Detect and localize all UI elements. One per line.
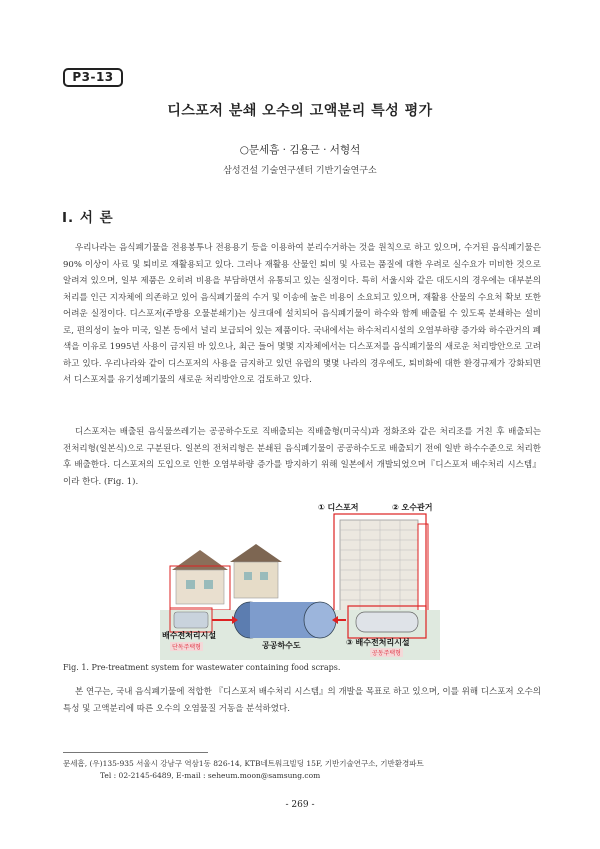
body-paragraph: 디스포저는 배출된 음식물쓰레기는 공공하수도로 직배출되는 직배출형(미국식)과 정화조와 같은 처리조를 거친 후 배출되는 전처리형(일본식)으로 구분된다. 일본의 전처리형은 분쇄된 음식폐기물이 공공하수도로 배출되기 전에 일반 하수수준으로 처리한 후 배출한다. 디스포저의 도입으로 인한 오염부하량 증가를 방지하기 위해 일본에서 개발되었으며『디스포저 배수처리 시스템』이라 한다. (Fig. 1). <box>63 427 541 487</box>
right-treatment-tank <box>356 612 418 632</box>
author-list: ○문세흠 · 김용근 · 서형석 <box>239 144 361 156</box>
label-facility-detached-type: 단독주택형 <box>172 644 201 651</box>
footnote-contact: Tel : 02-2145-6489, E-mail : seheum.moon@samsung.com <box>100 771 321 780</box>
left-treatment-tank <box>174 612 208 628</box>
footnote-address: 문세흠, (우)135-935 서울시 강남구 역삼1동 826-14, KTB네트워크빌딩 15F, 기반기술연구소, 기반환경파트 <box>63 759 424 768</box>
paper-title: 디스포저 분쇄 오수의 고액분리 특성 평가 <box>167 103 433 119</box>
body-paragraph: 우리나라는 음식폐기물을 전용봉투나 전용용기 등을 이용하여 분리수거하는 것을 원칙으로 하고 있으며, 수거된 음식폐기물은 90% 이상이 사료 및 퇴비로 재활용되고 있다. 그러나 재활용 산물인 퇴비 및 사료는 품질에 대한 우려로 실수요가 미비한 것으로 알려져 있으며, 일부 제품은 오히려 비용을 부담하면서 유통되고 있는 실정이다. 특히 서울시와 같은 대도시의 경우에는 대부분의 처리를 인근 지자체에 의존하고 있어 음식폐기물의 수거 및 이송에 높은 비용이 소요되고 있으며, 재활용 산물의 수요처 확보 또한 어려운 실정이다. 디스포저(주방용 오물분쇄기)는 싱크대에 설치되어 음식폐기물이 하수와 함께 배출될 수 있도록 분쇄하는 설비로, 편의성이 높아 미국, 일본 등에서 널리 보급되어 있는 제품이다. 국내에서는 하수처리시설의 오염부하량 증가와 하수관거의 폐색을 이유로 1995년 사용이 금지된 바 있으나, 최근 들어 몇몇 지자체에서는 디스포저를 음식폐기물의 새로운 처리방안으로 고려하고 있다. 우리나라와 같이 디스포저의 사용을 금지하고 있던 유럽의 몇몇 나라의 경우에도, 퇴비화에 대한 환경규제가 강화되면서 디스포저를 유기성폐기물의 새로운 처리방안으로 검토하고 있다. <box>63 243 541 385</box>
label-public-sewer: 공공하수도 <box>262 641 301 650</box>
section-heading: I. 서 론 <box>62 210 114 226</box>
affiliation: 삼성건설 기술연구센터 기반기술연구소 <box>223 166 377 176</box>
apartment-building <box>340 520 418 615</box>
body-paragraph: 본 연구는, 국내 음식폐기물에 적합한 『디스포저 배수처리 시스템』의 개발을 목표로 하고 있으며, 이를 위해 디스포저 오수의 특성 및 고액분리에 따른 오수의 오염물질 거동을 분석하였다. <box>63 687 541 714</box>
house-roof <box>172 550 228 570</box>
session-code-badge: P3-13 <box>63 68 123 87</box>
label-facility-detached: 배수전처리시설 <box>162 631 217 640</box>
figure-1 <box>160 500 440 660</box>
label-facility-apartment: ③ 배수전처리시설 <box>346 638 410 647</box>
label-facility-apartment-type: 공동주택형 <box>372 650 401 657</box>
house-roof <box>230 544 282 562</box>
house-body <box>234 562 278 598</box>
page-number: - 269 - <box>285 800 315 810</box>
house-body <box>176 570 224 604</box>
footnote-divider <box>63 752 208 753</box>
label-disposer: ① 디스포저 <box>318 503 359 512</box>
figure-caption: Fig. 1. Pre-treatment system for wastewater containing food scraps. <box>63 663 341 672</box>
label-sewer-pipe: ② 오수관거 <box>392 503 433 512</box>
